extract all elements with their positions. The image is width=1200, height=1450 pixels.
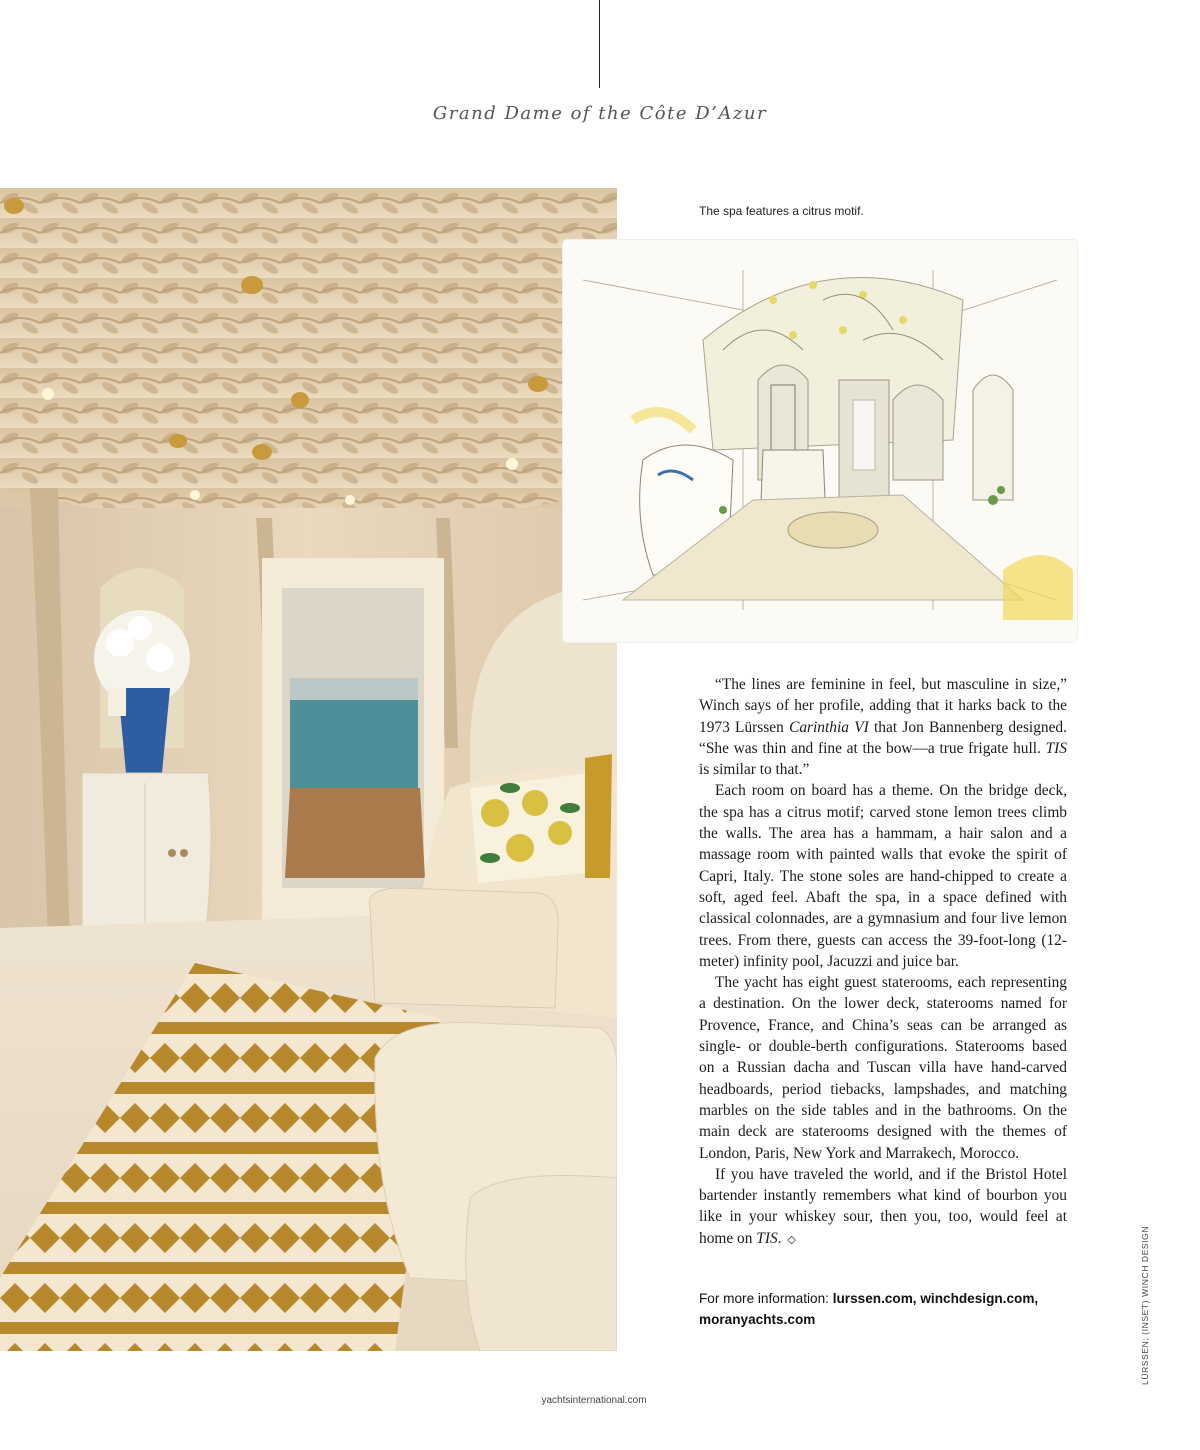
paragraph-1-text-c: that Jon Bannenberg designed. “She was thin and fine at the bow—a true frigate hull. [699,718,1067,757]
inset-caption: The spa features a citrus motif. [699,204,864,218]
top-rule [599,0,600,88]
paragraph-4-text-a: If you have traveled the world, and if the Bristol Hotel bartender instantly remembers what kind of bourbon you like in your whiskey sour, then you, too, would feel at home on [699,1165,1067,1247]
paragraph-1-text-a: “The lines are feminine in feel, but masculine in size,” Winch says of her profile, adding that it harks back to the 1973 Lürssen [699,676,1067,736]
paragraph-4-italic-tis: TIS [756,1229,778,1247]
paragraph-1-italic-yacht: Carinthia VI [789,718,869,736]
more-info-label: For more information: [699,1291,833,1306]
more-info-links[interactable]: lurssen.com, winchdesign.com, moranyachts.com [699,1291,1039,1327]
article-body [699,674,1067,1251]
running-head: Grand Dame of the Côte D’Azur [432,103,768,124]
paragraph-2: Each room on board has a theme. On the bridge deck, the spa has a citrus motif; carved stone lemon trees climb the walls. The area has a hammam, a hair salon and a massage room with painted walls that evoke the spirit of Capri, Italy. The stone soles are hand-chipped to create a soft, aged feel. Abaft the spa, in a space defined with classical colonnades, are a gymnasium and four live lemon trees. From there, guests can access the 39-foot-long (12-meter) infinity pool, Jacuzzi and juice bar. [699,782,1067,970]
spa-photo [0,188,617,1351]
paragraph-1-text-e: is similar to that.” [699,761,810,779]
paragraph-1 [699,674,1067,780]
more-info [699,1288,1079,1330]
paragraph-4-text-c: . [777,1229,782,1247]
footer-url: yachtsinternational.com [541,1395,647,1406]
paragraph-1-italic-tis: TIS [1045,739,1067,757]
photo-credit: LÜRSSEN; (INSET) WINCH DESIGN [1140,1225,1150,1385]
end-mark-icon: ◇ [787,1233,796,1246]
paragraph-3: The yacht has eight guest staterooms, each representing a destination. On the lower deck, staterooms named for Provence, France, and China’s seas can be arranged as single- or double-berth configurations. Staterooms based on a Russian dacha and Tuscan villa have hand-carved headboards, period tiebacks, lampshades, and matching marbles on the side tables and in the bathrooms. On the main deck are staterooms designed with the themes of London, Paris, New York and Marrakech, Morocco. [699,974,1067,1162]
paragraph-4 [699,1164,1067,1251]
inset-sketch [563,240,1077,642]
